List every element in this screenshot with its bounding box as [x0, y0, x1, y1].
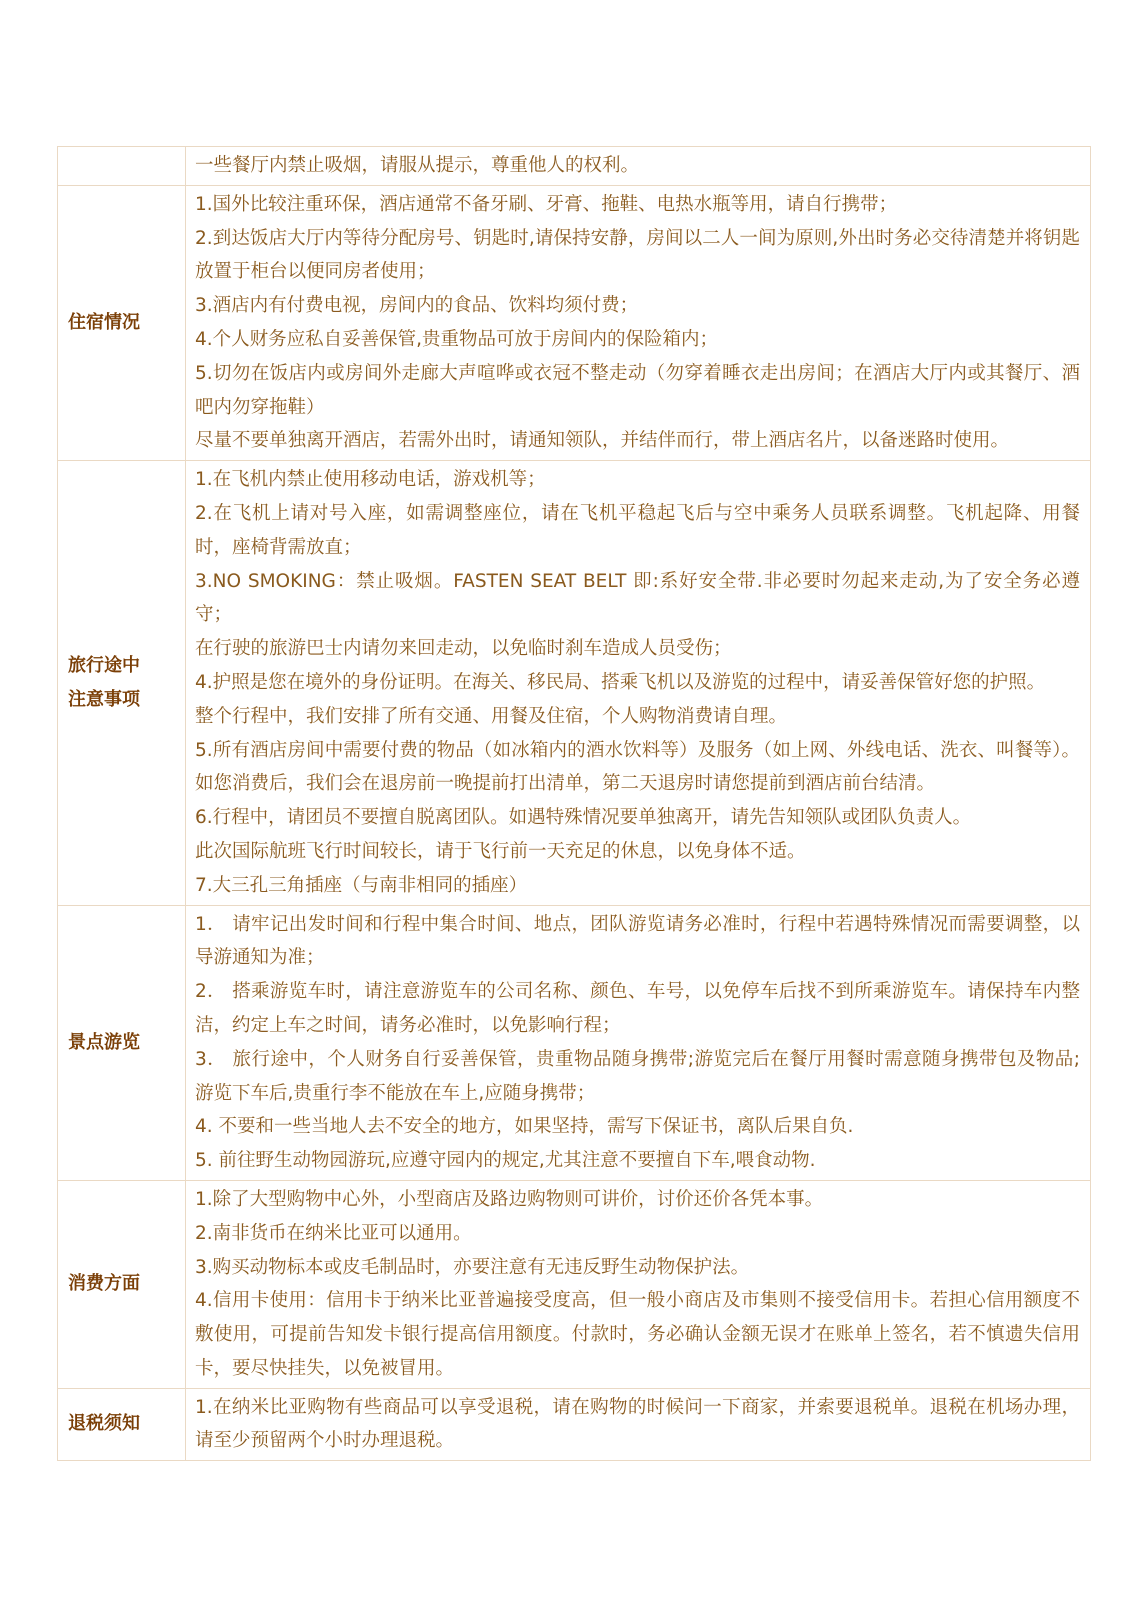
content-line: 此次国际航班飞行时间较长，请于飞行前一天充足的休息，以免身体不适。 — [195, 840, 806, 862]
content-cell — [186, 1180, 1091, 1388]
content-line: 3.购买动物标本或皮毛制品时，亦要注意有无违反野生动物保护法。 — [195, 1256, 750, 1278]
category-label: 旅行途中 — [68, 654, 140, 676]
table-row — [58, 461, 1091, 905]
table-row — [58, 1180, 1091, 1388]
content-line: 5. 前往野生动物园游玩,应遵守园内的规定,尤其注意不要擅自下车,喂食动物. — [195, 1150, 816, 1172]
content-cell — [186, 905, 1091, 1180]
category-label: 景点游览 — [68, 1031, 140, 1053]
travel-notice-table — [57, 146, 1091, 1461]
content-line: 1.在纳米比亚购物有些商品可以享受退税，请在购物的时候问一下商家，并索要退税单。退税在机场办理，请至少预留两个小时办理退税。 — [195, 1396, 1080, 1452]
content-line: 2． 搭乘游览车时，请注意游览车的公司名称、颜色、车号，以免停车后找不到所乘游览车。请保持车内整洁，约定上车之时间，请务必准时，以免影响行程； — [195, 981, 1080, 1036]
content-line: 2.南非货币在纳米比亚可以通用。 — [195, 1222, 472, 1244]
content-cell — [186, 147, 1091, 186]
table-row — [58, 185, 1091, 460]
category-cell — [58, 147, 186, 186]
category-cell — [58, 1388, 186, 1461]
content-line: 1． 请牢记出发时间和行程中集合时间、地点，团队游览请务必准时，行程中若遇特殊情况而需要调整，以导游通知为准； — [195, 913, 1080, 969]
content-line: 尽量不要单独离开酒店，若需外出时，请通知领队，并结伴而行，带上酒店名片，以备迷路时使用。 — [195, 430, 1010, 452]
category-cell — [58, 1180, 186, 1388]
content-line: 4. 不要和一些当地人去不安全的地方，如果坚持，需写下保证书，离队后果自负. — [195, 1116, 854, 1138]
content-line: 4.个人财务应私自妥善保管,贵重物品可放于房间内的保险箱内； — [195, 328, 719, 350]
category-label: 注意事项 — [68, 688, 140, 710]
content-line: 4.信用卡使用：信用卡于纳米比亚普遍接受度高，但一般小商店及市集则不接受信用卡。若担心信用额度不敷使用，可提前告知发卡银行提高信用额度。付款时，务必确认金额无误才在账单上签名，若不慎遗失信用卡，要尽快挂失，以免被冒用。 — [195, 1290, 1080, 1379]
content-line: 2.在飞机上请对号入座，如需调整座位，请在飞机平稳起飞后与空中乘务人员联系调整。飞机起降、用餐时，座椅背需放直； — [195, 502, 1080, 558]
content-line: 6.行程中，请团员不要擅自脱离团队。如遇特殊情况要单独离开，请先告知领队或团队负责人。 — [195, 807, 972, 829]
category-label: 消费方面 — [68, 1273, 140, 1295]
content-line: 2.到达饭店大厅内等待分配房号、钥匙时,请保持安静，房间以二人一间为原则,外出时务必交待清楚并将钥匙放置于柜台以便同房者使用； — [195, 227, 1080, 283]
category-cell — [58, 185, 186, 460]
content-line: 1.在飞机内禁止使用移动电话，游戏机等； — [195, 469, 546, 491]
category-cell — [58, 905, 186, 1180]
content-line: 整个行程中，我们安排了所有交通、用餐及住宿，个人购物消费请自理。 — [195, 705, 788, 727]
content-line: 4.护照是您在境外的身份证明。在海关、移民局、搭乘飞机以及游览的过程中，请妥善保管好您的护照。 — [195, 671, 1046, 693]
content-line: 5.所有酒店房间中需要付费的物品（如冰箱内的酒水饮料等）及服务（如上网、外线电话、洗衣、叫餐等）。如您消费后，我们会在退房前一晚提前打出清单，第二天退房时请您提前到酒店前台结清。 — [195, 739, 1080, 795]
table-row — [58, 905, 1091, 1180]
content-line: 3.酒店内有付费电视，房间内的食品、饮料均须付费； — [195, 295, 639, 317]
content-line: 1.国外比较注重环保，酒店通常不备牙刷、牙膏、拖鞋、电热水瓶等用，请自行携带； — [195, 193, 898, 215]
content-line: 3． 旅行途中，个人财务自行妥善保管，贵重物品随身携带;游览完后在餐厅用餐时需意随身携带包及物品; 游览下车后,贵重行李不能放在车上,应随身携带； — [195, 1048, 1080, 1104]
table-row — [58, 1388, 1091, 1461]
content-line: 一些餐厅内禁止吸烟，请服从提示，尊重他人的权利。 — [195, 155, 640, 176]
content-cell — [186, 461, 1091, 905]
category-cell — [58, 461, 186, 905]
table-row — [58, 147, 1091, 186]
content-line: 7.大三孔三角插座（与南非相同的插座） — [195, 874, 528, 896]
content-line: 5.切勿在饭店内或房间外走廊大声喧哗或衣冠不整走动（勿穿着睡衣走出房间；在酒店大厅内或其餐厅、酒吧内勿穿拖鞋） — [195, 362, 1080, 418]
content-line: 3.NO SMOKING：禁止吸烟。FASTEN SEAT BELT 即:系好安全带.非必要时勿起来走动,为了安全务必遵守； — [195, 570, 1080, 626]
category-label: 退税须知 — [68, 1413, 140, 1435]
content-line: 在行驶的旅游巴士内请勿来回走动，以免临时刹车造成人员受伤； — [195, 638, 732, 660]
content-cell — [186, 1388, 1091, 1461]
content-line: 1.除了大型购物中心外，小型商店及路边购物则可讲价，讨价还价各凭本事。 — [195, 1188, 824, 1210]
category-label: 住宿情况 — [68, 311, 140, 333]
table-body — [58, 147, 1091, 1461]
content-cell — [186, 185, 1091, 460]
